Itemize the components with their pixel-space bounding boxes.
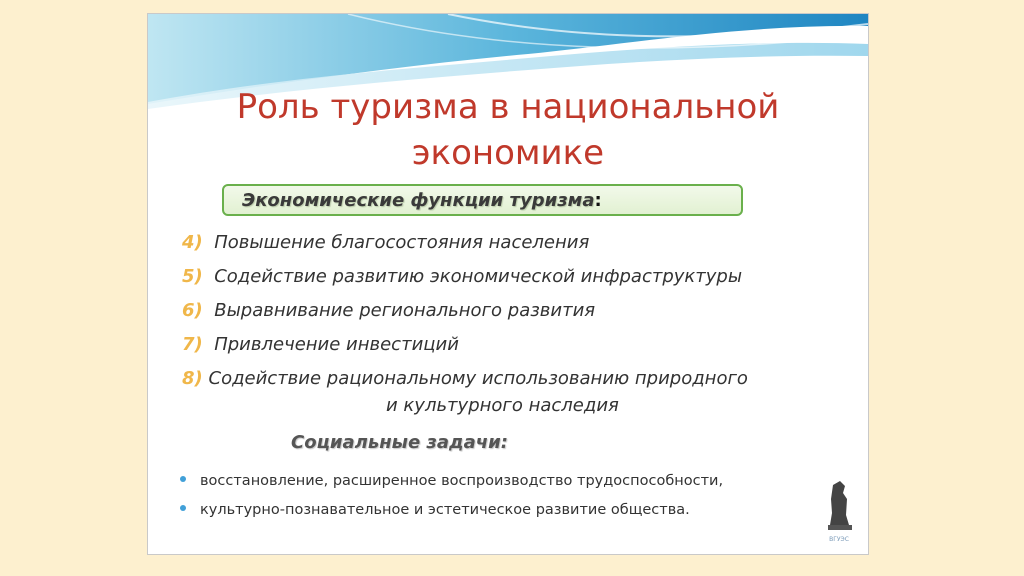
- bullet-icon: [180, 476, 186, 482]
- list-item-continuation: и культурного наследия: [386, 395, 619, 416]
- list-item: 7) Привлечение инвестиций: [182, 334, 459, 355]
- bullet-item: восстановление, расширенное воспроизводство трудоспособности,: [180, 473, 723, 489]
- monument-icon: [814, 473, 864, 549]
- bullet-item: культурно-познавательное и эстетическое развитие общества.: [180, 502, 690, 518]
- slide: [147, 13, 869, 555]
- page-title-line2: экономике: [411, 133, 605, 173]
- logo-text: ВГУЭС: [829, 536, 849, 543]
- list-item: 6) Выравнивание регионального развития: [182, 300, 596, 321]
- social-heading: Социальные задачи:: [291, 432, 508, 453]
- functions-heading-box: [222, 184, 743, 216]
- university-logo: [814, 473, 864, 549]
- page-title-line1: Роль туризма в национальной: [236, 87, 780, 127]
- list-item: 8) Содействие рациональному использованию природного: [182, 368, 748, 389]
- functions-heading: Экономические функции туризма:: [242, 190, 602, 211]
- bullet-icon: [180, 505, 186, 511]
- list-item: 4) Повышение благосостояния населения: [182, 232, 590, 253]
- list-item: 5) Содействие развитию экономической инфраструктуры: [182, 266, 743, 287]
